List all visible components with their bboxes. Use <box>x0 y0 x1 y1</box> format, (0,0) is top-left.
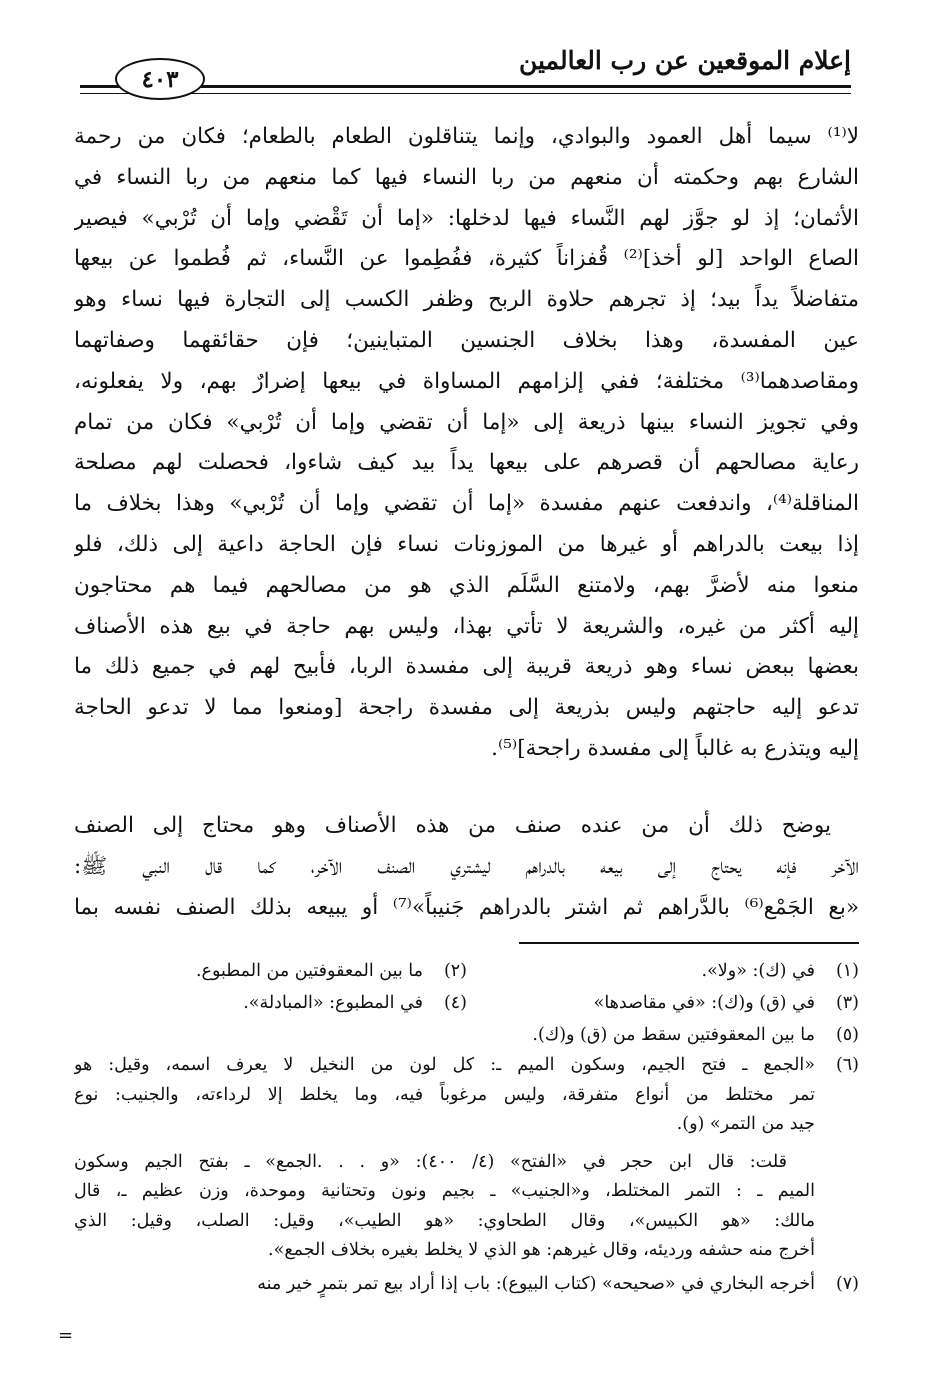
text-line: إليه ويتذرع به غالباً إلى مفسدة راجحة]⁽⁵⁾. <box>491 735 859 761</box>
text-line: الصاع الواحد [لو أخذ]⁽²⁾ قُفزاناً كثيرة، ففُطِموا عن النَّساء، ثم فُطموا عن بيعها <box>74 246 859 272</box>
footnote-6-comment <box>74 1148 859 1266</box>
footnote-number: (٧) <box>835 1273 859 1294</box>
text-line: تدعو إليه حاجتهم وليس بذريعة إلى مفسدة راجحة [ومنعوا مما لا تدعو الحاجة <box>74 695 859 721</box>
text-line: رعاية مصالحهم أن قصرهم على بيعها يداً بيد كيف شاءوا، فحصلت لهم مصلحة <box>74 450 859 476</box>
running-title: إعلام الموقعين عن رب العالمين <box>518 46 851 75</box>
footnote-number: (٥) <box>835 1025 859 1045</box>
text-line: إليه أكثر من غيره، والشريعة لا تأتي بهذا، وليس بهم حاجة في بيع هذه الأصناف <box>74 613 859 639</box>
text-line: لا⁽¹⁾ سيما أهل العمود والبوادي، وإنما يتناقلون الطعام بالطعام؛ فكان من رحمة <box>74 124 859 149</box>
text-line: المناقلة⁽⁴⁾، واندفعت عنهم مفسدة «إما أن تقضي وإما أن تُرْبي» وهذا بخلاف ما <box>74 491 859 517</box>
footnote-row <box>74 955 859 987</box>
footnote-number: (٣) <box>835 993 859 1013</box>
footnote-text: في (ك): «ولا». <box>701 961 815 981</box>
footnote-5 <box>74 1019 859 1051</box>
footnote-number: (٤) <box>443 993 467 1013</box>
text-line: بعضها ببعض نساء وهو ذريعة قريبة إلى مفسدة الربا، فأبيح لهم في جميع ذلك ما <box>74 654 859 680</box>
continuation-mark: = <box>58 1325 74 1346</box>
text-line: الأثمان؛ إذ لو جوَّز لهم النَّساء فيها لدخلها: «إما أن تَقْضي وإما أن تُرْبي» فيصير <box>74 205 859 231</box>
footnote-line: مالك: «هو الكبيس»، وقال الطحاوي: «هو الطيب»، وقيل: الصلب، وقيل: الذي <box>74 1210 815 1231</box>
footnote-number: (٦) <box>835 1055 859 1075</box>
footnote-text <box>74 1051 815 1140</box>
footnote-7 <box>74 1268 859 1300</box>
text-line: متفاضلاً يداً بيد؛ إذ تجرهم حلاوة الربح وظفر الكسب إلى التجارة فيها نساء وهو <box>74 287 859 313</box>
text-line: منعوا منه لأضرَّ بهم، ولامتنع السَّلَم الذي هو من مصالحهم فيما هم محتاجون <box>74 572 859 598</box>
text-line: الآخر فإنه يحتاج إلى بيعه بالدراهم ليشتري الصنف الآخر، كما قال النبي ﷺ: <box>74 853 859 879</box>
paragraph-1 <box>74 117 859 770</box>
text-line: «بع الجَمْع⁽⁶⁾ بالدَّراهم ثم اشتر بالدراهم جَنيباً»⁽⁷⁾ أو يبيعه بذلك الصنف نفسه بما <box>74 894 859 920</box>
footnote-3 <box>467 987 859 1019</box>
footnote-number: (٢) <box>443 961 467 981</box>
footnote-row <box>74 987 859 1019</box>
footnote-separator <box>519 942 859 944</box>
footnote-1 <box>467 955 859 987</box>
footnote-line: تمر مختلط من أنواع متفرقة، وليس مرغوباً فيه، وما يخلط إلا لرداءته، والجنيب: نوع <box>74 1084 815 1105</box>
paragraph-2 <box>74 806 859 928</box>
page-number: ٤٠٣ <box>141 65 179 93</box>
footnote-text: في المطبوع: «المبادلة». <box>243 993 423 1013</box>
footnote-line: جيد من التمر» (و). <box>676 1114 815 1134</box>
footnote-line: الميم ـ : التمر المختلط، و«الجنيب» ـ بجيم ونون وتحتانية وموحدة، وزن عظيم ـ، قال <box>74 1181 815 1201</box>
text-line: إذا بيعت بالدراهم أو غيرها من الموزونات نساء فإن الحاجة داعية إلى ذلك، فلو <box>74 531 859 557</box>
footnote-4 <box>75 987 467 1019</box>
text-line: الشارع بهم وحكمته أن منعهم من ربا النساء فيها كما منعهم من ربا النساء في <box>74 164 859 190</box>
text-line: يوضح ذلك أن من عنده صنف من هذه الأصناف وهو محتاج إلى الصنف <box>74 813 831 838</box>
footnote-line: قلت: قال ابن حجر في «الفتح» (٤/ ٤٠٠): «و . . .الجمع» ـ بفتح الجيم وسكون <box>74 1151 788 1172</box>
footnote-text: ما بين المعقوفتين من المطبوع. <box>195 961 423 981</box>
footnote-6 <box>74 1051 859 1140</box>
footnote-line: «الجمع ـ فتح الجيم، وسكون الميم ـ: كل لون من النخيل لا يعرف اسمه، وقيل: هو <box>74 1055 815 1075</box>
footnote-text: في (ق) و(ك): «في مقاصدها» <box>593 993 815 1013</box>
page-number-badge <box>115 58 205 100</box>
footnote-number: (١) <box>835 961 859 981</box>
text-line: ومقاصدهما⁽³⁾ مختلفة؛ ففي إلزامهم المساواة في بيعها إضرارٌ بهم، ولا يفعلونه، <box>74 368 859 394</box>
footnotes <box>74 955 859 1300</box>
header-rule-thin <box>80 93 851 94</box>
footnote-2 <box>75 955 467 987</box>
text-line: عين المفسدة، وهذا بخلاف الجنسين المتباينين؛ فإن حقائقهما وصفاتهما <box>74 327 859 353</box>
footnote-text: ما بين المعقوفتين سقط من (ق) و(ك). <box>532 1025 815 1045</box>
footnote-line: أخرج منه حشفه ورديئه، وقال غيرهم: هو الذي لا يخلط بغيره بخلاف الجمع». <box>268 1240 815 1260</box>
text-line: وفي تجويز النساء بينها ذريعة إلى «إما أن تقضي وإما أن تُرْبي» فكان من تمام <box>74 409 859 435</box>
footnote-text: أخرجه البخاري في «صحيحه» (كتاب البيوع): باب إذا أراد بيع تمر بتمرٍ خير منه <box>257 1273 815 1294</box>
